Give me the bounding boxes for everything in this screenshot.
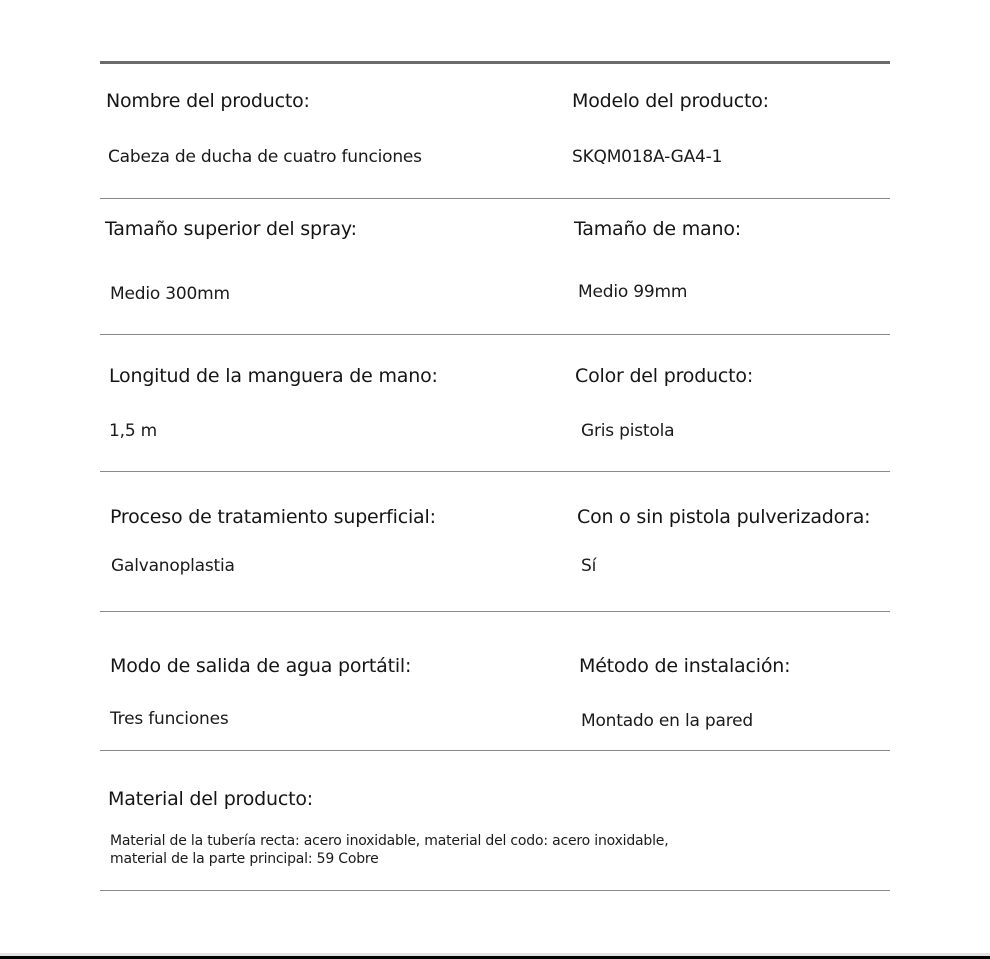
spec-value-product-color: Gris pistola (581, 421, 675, 441)
spec-label-product-name: Nombre del producto: (106, 90, 310, 112)
spec-value-installation-method: Montado en la pared (581, 711, 753, 731)
spec-label-spray-gun: Con o sin pistola pulverizadora: (577, 506, 871, 528)
spec-value-hand-size: Medio 99mm (578, 282, 688, 302)
spec-label-product-color: Color del producto: (575, 365, 754, 387)
spec-value-material: Material de la tubería recta: acero inoxidable, material del codo: acero inoxidable, material de la parte principal: 59 Cobre (110, 833, 669, 867)
spec-value-product-model: SKQM018A-GA4-1 (572, 147, 723, 167)
spec-label-water-outlet-mode: Modo de salida de agua portátil: (110, 655, 412, 677)
spec-label-hose-length: Longitud de la manguera de mano: (109, 365, 438, 387)
spec-value-product-name: Cabeza de ducha de cuatro funciones (108, 147, 422, 167)
spec-label-surface-treatment: Proceso de tratamiento superficial: (110, 506, 436, 528)
spec-label-installation-method: Método de instalación: (579, 655, 791, 677)
spec-label-hand-size: Tamaño de mano: (574, 218, 741, 240)
row-divider (100, 471, 890, 472)
spec-label-spray-size: Tamaño superior del spray: (105, 218, 357, 240)
spec-value-spray-size: Medio 300mm (110, 284, 230, 304)
row-divider (100, 334, 890, 335)
spec-label-material: Material del producto: (108, 788, 313, 810)
row-divider (100, 611, 890, 612)
spec-value-surface-treatment: Galvanoplastia (111, 556, 235, 576)
row-divider (100, 750, 890, 751)
row-divider (100, 890, 890, 891)
spec-value-water-outlet-mode: Tres funciones (110, 709, 229, 729)
spec-value-spray-gun: Sí (581, 556, 597, 576)
spec-value-hose-length: 1,5 m (109, 421, 157, 441)
spec-label-product-model: Modelo del producto: (572, 90, 769, 112)
top-rule (100, 61, 890, 64)
row-divider (100, 198, 890, 199)
